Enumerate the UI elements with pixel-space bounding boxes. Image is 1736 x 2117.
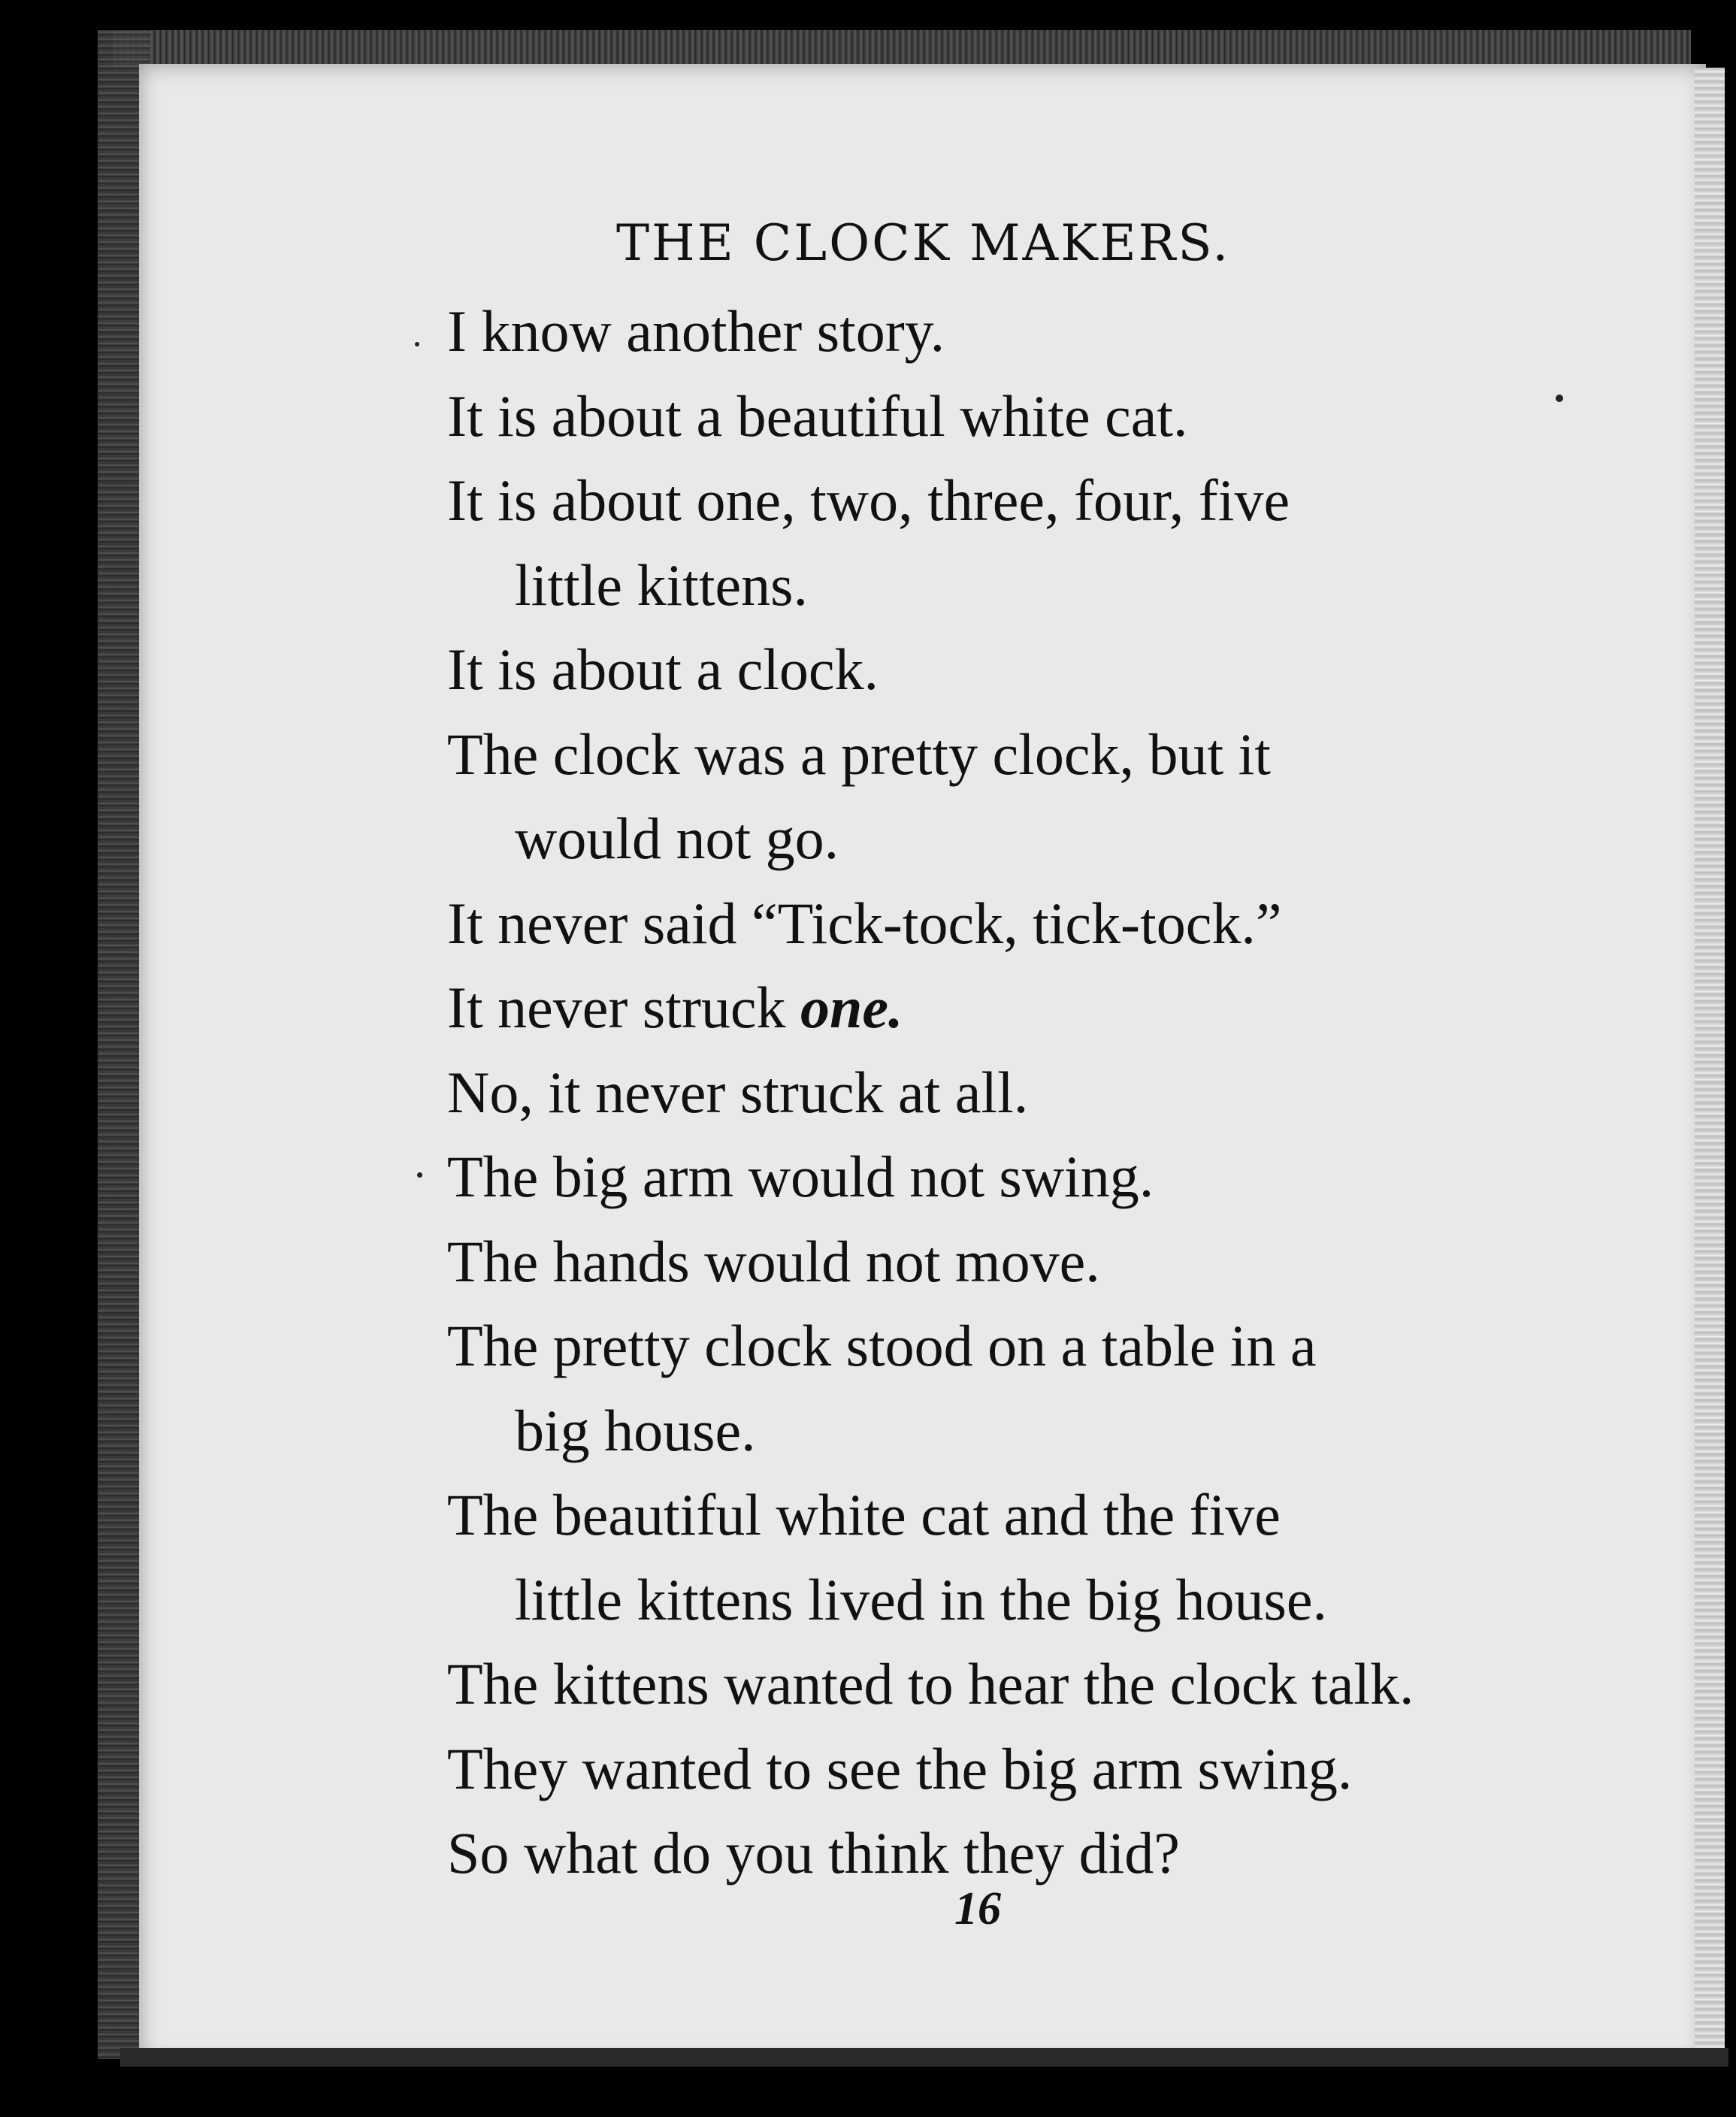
text-line: It is about a clock. — [447, 637, 879, 702]
ink-speck — [417, 1172, 422, 1178]
text-line: little kittens lived in the big house. — [515, 1566, 1328, 1632]
text-line: little kittens. — [515, 552, 808, 618]
text-line: The big arm would not swing. — [447, 1144, 1154, 1209]
text-line: I know another story. — [447, 298, 945, 364]
page-number: 16 — [954, 1883, 1001, 1934]
text-line: The hands would not move. — [447, 1228, 1100, 1294]
text-line: It is about a beautiful white cat. — [447, 383, 1188, 449]
text-line: It is about one, two, three, four, five — [447, 467, 1290, 533]
page-right-edge — [1695, 68, 1725, 2067]
ink-speck — [415, 342, 419, 346]
text-line: No, it never struck at all. — [447, 1059, 1029, 1125]
text-line — [447, 966, 1650, 1051]
text-line: big house. — [515, 1397, 756, 1463]
text-line: They wanted to see the big arm swing. — [447, 1735, 1353, 1801]
chapter-title: THE CLOCK MAKERS. — [616, 214, 1231, 272]
book-cover-top-edge — [113, 30, 1691, 68]
text-line-start: It never struck — [447, 975, 800, 1040]
story-text — [447, 289, 1650, 1896]
text-line: would not go. — [515, 806, 839, 871]
text-line: The beautiful white cat and the five — [447, 1482, 1281, 1547]
text-line: The pretty clock stood on a table in a — [447, 1313, 1317, 1378]
text-line: The kittens wanted to hear the clock talk. — [447, 1651, 1414, 1716]
text-line: The clock was a pretty clock, but it — [447, 721, 1271, 787]
text-line: So what do you think they did? — [447, 1820, 1180, 1886]
page-bottom-edge — [120, 2048, 1728, 2067]
emphasized-word: one. — [800, 975, 903, 1040]
text-line: It never said “Tick-tock, tick-tock.” — [447, 890, 1282, 956]
